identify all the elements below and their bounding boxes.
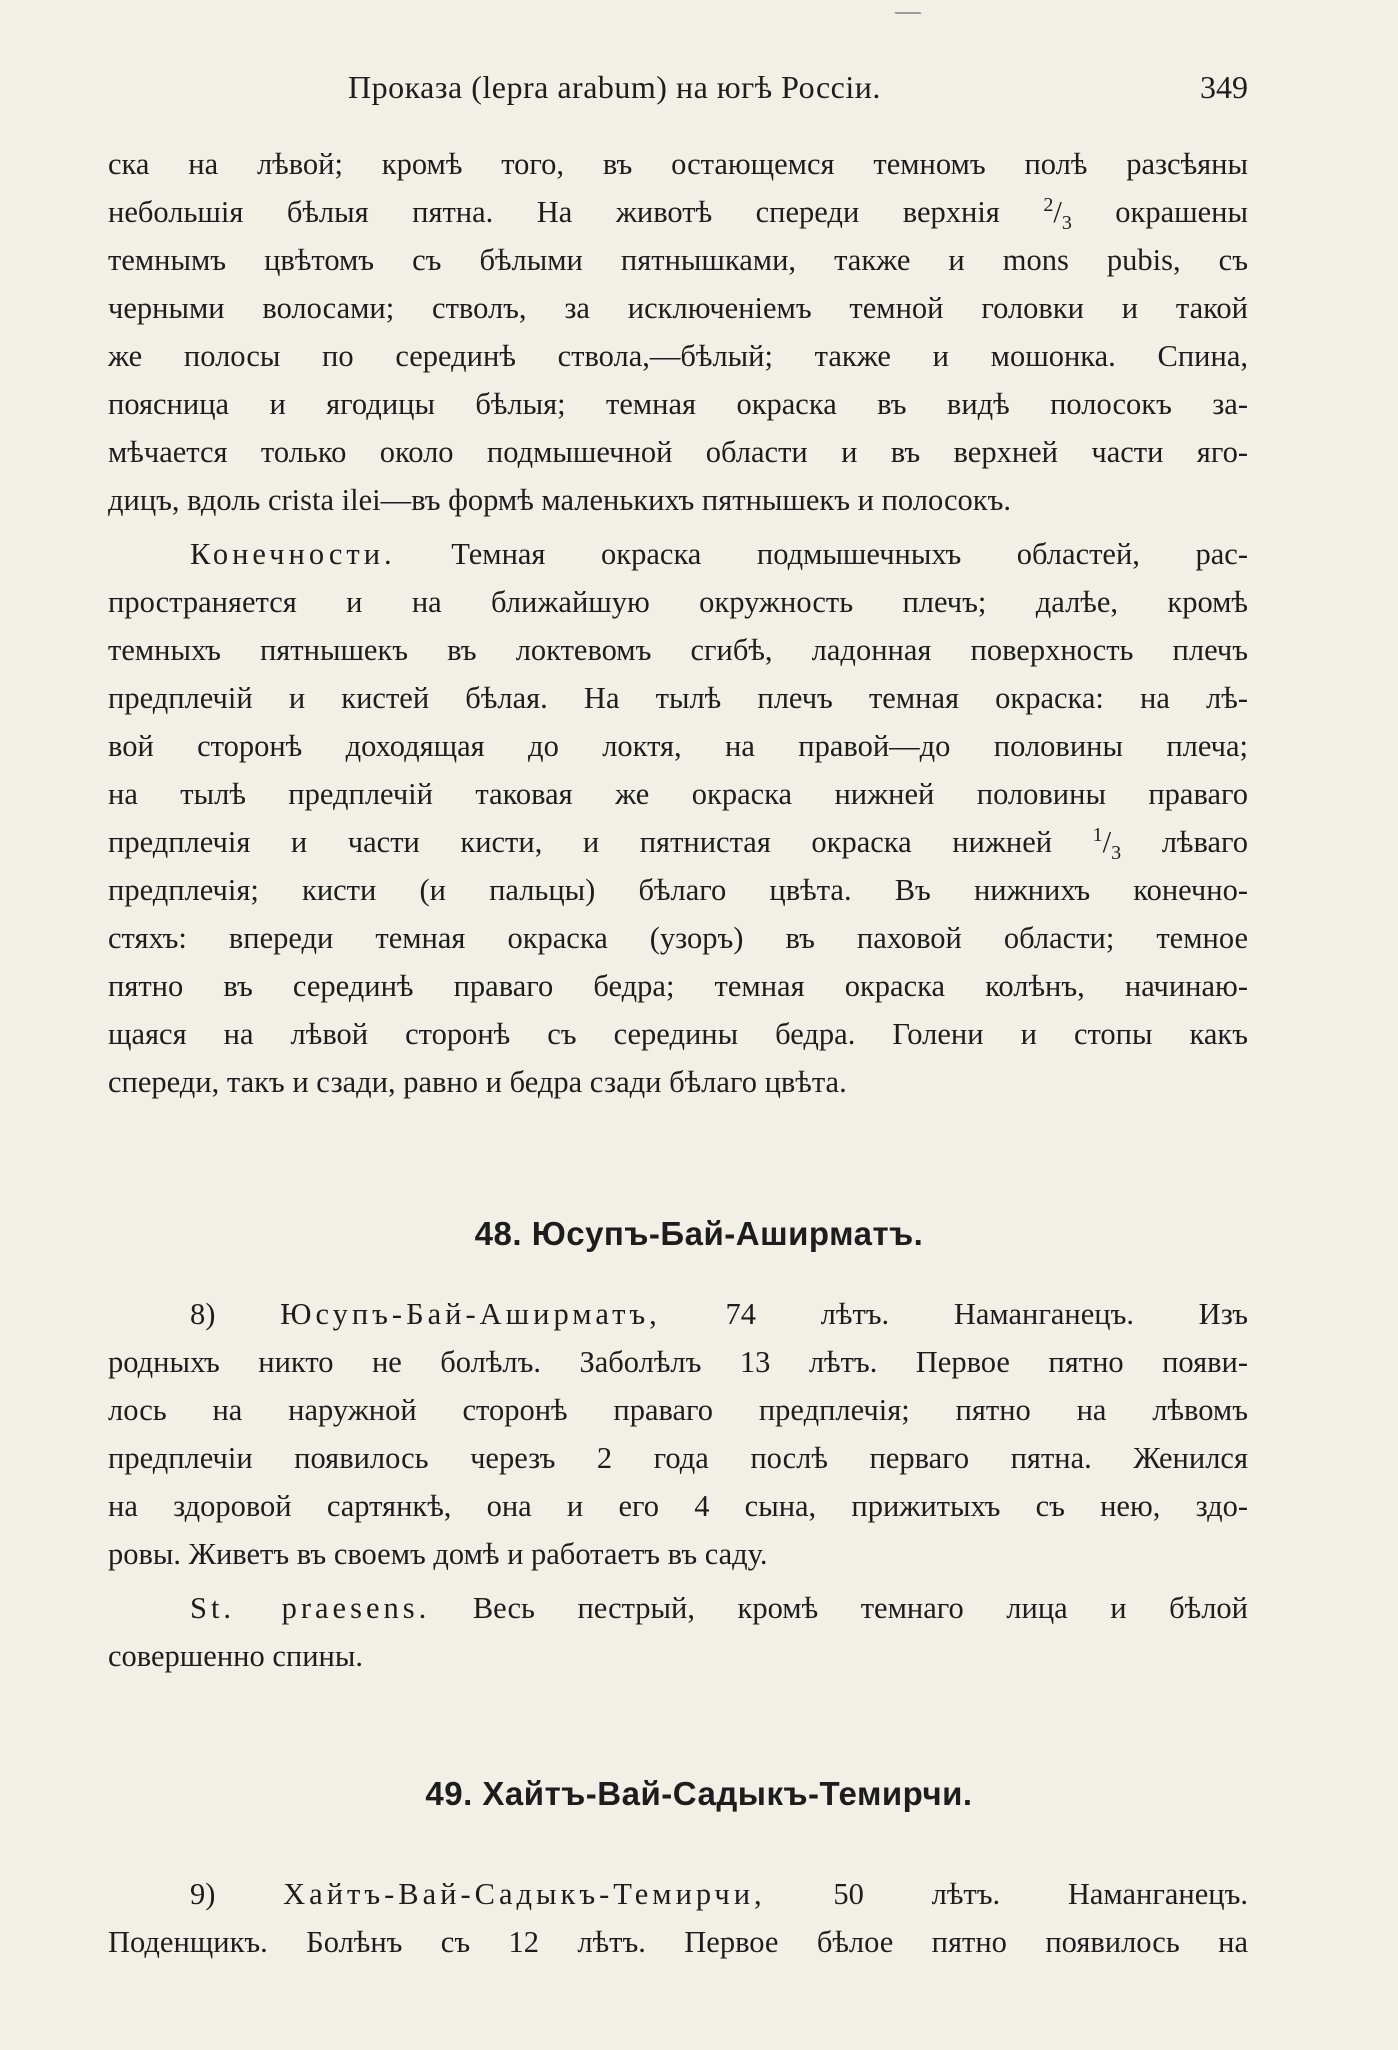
case-number: 8) <box>190 1297 216 1331</box>
text-line: ровы. Живетъ въ своемъ домѣ и работаетъ въ саду. <box>108 1537 768 1571</box>
running-title: Проказа (lepra arabum) на югѣ Россіи. <box>348 69 881 105</box>
page-mark <box>884 0 922 14</box>
case-number: 9) <box>190 1877 216 1911</box>
text-line: предплечія и части кисти, и пятнистая окраска нижней $^1/_3$ лѣваго <box>108 823 1249 865</box>
text-line: пространяется и на ближайшую окружность плечъ; далѣе, кромѣ <box>108 585 1248 619</box>
text-line: на здоровой сартянкѣ, она и его 4 сына, прижитыхъ съ нею, здо- <box>108 1489 1248 1523</box>
paragraph-case-9 <box>108 1870 1248 1966</box>
text-line: темнымъ цвѣтомъ съ бѣлыми пятнышками, также и mons pubis, съ <box>108 243 1248 277</box>
paragraph-case-8 <box>108 1290 1248 1578</box>
text-line: мѣчается только около подмышечной области и въ верхней части яго- <box>108 435 1248 469</box>
text-line: вой сторонѣ доходящая до локтя, на правой—до половины плеча; <box>108 729 1248 763</box>
page-number: 349 <box>1200 69 1248 105</box>
fraction-denominator: 3 <box>1061 212 1072 235</box>
text-line: совершенно спины. <box>108 1639 363 1673</box>
patient-name: Юсупъ-Бай-Аширматъ, <box>280 1297 661 1331</box>
text-line <box>108 1870 1248 1918</box>
text-line <box>108 1290 1248 1338</box>
fraction-numerator: 2 <box>1043 193 1054 216</box>
text-line: предплечій и кистей бѣлая. На тылѣ плечъ темная окраска: на лѣ- <box>108 681 1248 715</box>
text-line: Поденщикъ. Болѣнъ съ 12 лѣтъ. Первое бѣлое пятно появилось на <box>108 1925 1248 1959</box>
page-header <box>108 62 1248 112</box>
text-fragment: 50 лѣтъ. Наманганецъ. <box>833 1877 1248 1911</box>
section-heading-48: 48. Юсупъ-Бай-Аширматъ. <box>474 1215 924 1252</box>
text-fragment: лѣваго <box>1161 825 1249 859</box>
fraction-numerator: 1 <box>1092 823 1103 846</box>
text-line: родныхъ никто не болѣлъ. Заболѣлъ 13 лѣтъ. Первое пятно появи- <box>108 1345 1248 1379</box>
text-line: щаяся на лѣвой сторонѣ съ середины бедра. Голени и стопы какъ <box>108 1017 1248 1051</box>
fraction-denominator: 3 <box>1111 842 1122 865</box>
text-line: поясница и ягодицы бѣлыя; темная окраска въ видѣ полосокъ за- <box>108 387 1248 421</box>
text-line: предплечія; кисти (и пальцы) бѣлаго цвѣта. Въ нижнихъ конечно- <box>108 873 1248 907</box>
text-line: черными волосами; стволъ, за исключеніемъ темной головки и такой <box>108 291 1248 325</box>
paragraph-skin-description <box>108 140 1248 524</box>
paragraph-extremities <box>108 530 1248 1106</box>
section-heading-49: 49. Хайтъ-Вай-Садыкъ-Темирчи. <box>425 1775 973 1812</box>
text-line: спереди, такъ и сзади, равно и бедра сзади бѣлаго цвѣта. <box>108 1065 847 1099</box>
text-fragment: небольшія бѣлыя пятна. На животѣ спереди верхнія <box>108 195 1000 229</box>
text-fragment: 74 лѣтъ. Наманганецъ. Изъ <box>725 1297 1249 1331</box>
text-fragment: Весь пестрый, кромѣ темнаго лица и бѣлой <box>472 1591 1248 1625</box>
text-line: же полосы по серединѣ ствола,—бѣлый; также и мошонка. Спина, <box>108 339 1248 373</box>
spaced-subheading: St. praesens. <box>190 1591 431 1625</box>
text-line: пятно въ серединѣ праваго бедра; темная окраска колѣнъ, начинаю- <box>108 969 1248 1003</box>
text-fragment: предплечія и части кисти, и пятнистая окраска нижней <box>108 825 1053 859</box>
text-line: предплечіи появилось черезъ 2 года послѣ перваго пятна. Женился <box>108 1441 1248 1475</box>
text-line: небольшія бѣлыя пятна. На животѣ спереди верхнія $^2/_3$ окрашены <box>108 193 1248 235</box>
text-line: ска на лѣвой; кромѣ того, въ остающемся темномъ полѣ разсѣяны <box>108 147 1248 181</box>
text-line <box>108 530 1248 578</box>
text-line: на тылѣ предплечій таковая же окраска нижней половины праваго <box>108 777 1248 811</box>
text-line: дицъ, вдоль crista ilei—въ формѣ маленькихъ пятнышекъ и полосокъ. <box>108 483 1011 517</box>
spaced-subheading: Конечности. <box>190 537 396 571</box>
patient-name: Хайтъ-Вай-Садыкъ-Темирчи, <box>283 1877 766 1911</box>
text-line <box>108 1584 1248 1632</box>
text-line: темныхъ пятнышекъ въ локтевомъ сгибѣ, ладонная поверхность плечъ <box>108 633 1248 667</box>
paragraph-status-praesens <box>108 1584 1248 1680</box>
text-fragment: Темная окраска подмышечныхъ областей, рас- <box>451 537 1248 571</box>
text-line: лось на наружной сторонѣ праваго предплечія; пятно на лѣвомъ <box>108 1393 1248 1427</box>
text-fragment: окрашены <box>1115 195 1248 229</box>
text-line: стяхъ: впереди темная окраска (узоръ) въ паховой области; темное <box>108 921 1248 955</box>
